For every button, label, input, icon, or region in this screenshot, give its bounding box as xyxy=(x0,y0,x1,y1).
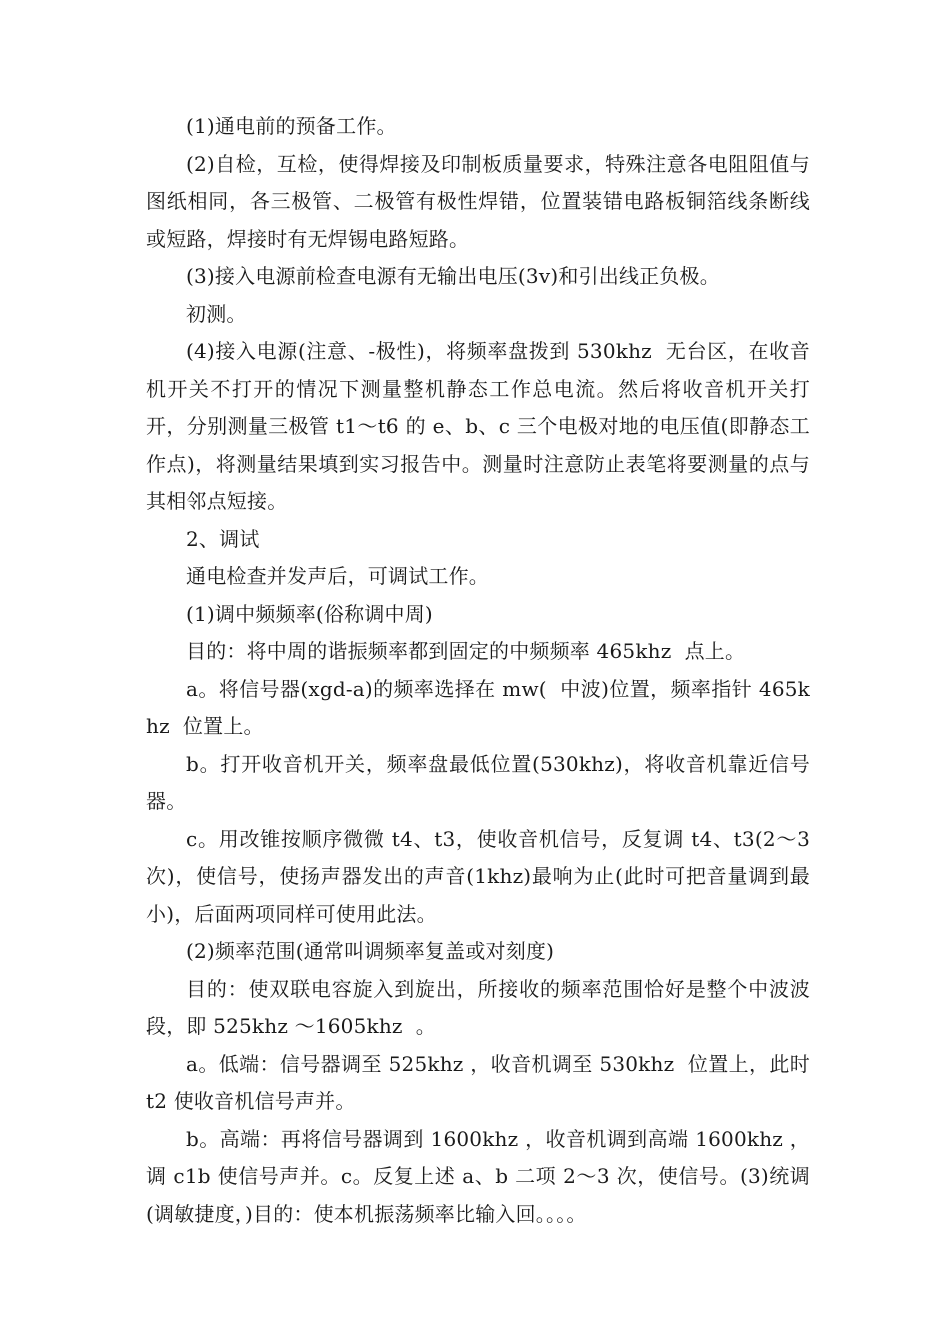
paragraph-pre-power-prep: (1)通电前的预备工作。 xyxy=(186,114,397,138)
paragraph-if-purpose: 目的：将中周的谐振频率都到固定的中频频率 465khz 点上。 xyxy=(186,639,746,663)
paragraph-debug-heading: 2、调试 xyxy=(186,526,260,551)
paragraph-high-end: b。高端：再将信号器调到 1600khz ，收音机调到高端 1600khz ，调 c1b 使信号声并。c。反复上述 a、b 二项 2～3 次，使信号。(3)统调(调敏捷度，)目的：使本机振荡频率比输入回。。。。 xyxy=(146,1126,810,1226)
paragraph-power-check: (3)接入电源前检查电源有无输出电压(3v)和引出线正负极。 xyxy=(186,264,720,288)
paragraph-freq-range-heading: (2)频率范围(通常叫调频率复盖或对刻度) xyxy=(186,939,555,963)
paragraph-static-current: (4)接入电源(注意、-极性)，将频率盘拨到 530khz 无台区，在收音机开关不打开的情况下测量整机静态工作总电流。然后将收音机开关打开，分别测量三极管 t1～t6 的 e、b、c 三个电极对地的电压值(即静态工作点)，将测量结果填到实习报告中。测量时注意防止表笔将要测量的点与其相邻点短接。 xyxy=(146,339,810,513)
paragraph-if-step-b: b。打开收音机开关，频率盘最低位置(530khz)，将收音机靠近信号器。 xyxy=(146,751,810,813)
paragraph-if-step-a: a。将信号器(xgd-a)的频率选择在 mw( 中波)位置，频率指针 465khz 位置上。 xyxy=(146,676,810,738)
paragraph-low-end: a。低端：信号器调至 525khz ，收音机调至 530khz 位置上，此时 t2 使收音机信号声并。 xyxy=(146,1051,817,1113)
paragraph-if-step-c: c。用改锥按顺序微微 t4、t3，使收音机信号，反复调 t4、t3(2～3 次)，使信号，使扬声器发出的声音(1khz)最响为止(此时可把音量调到最小)，后面两项同样可使用此法。 xyxy=(146,826,817,926)
document-body xyxy=(146,108,817,1233)
paragraph-debug-intro: 通电检查并发声后，可调试工作。 xyxy=(186,564,489,588)
paragraph-freq-range-purpose: 目的：使双联电容旋入到旋出，所接收的频率范围恰好是整个中波波段，即 525khz ～1605khz 。 xyxy=(146,976,810,1038)
paragraph-self-check: (2)自检，互检，使得焊接及印制板质量要求，特殊注意各电阻阻值与图纸相同，各三极管、二极管有极性焊错，位置装错电路板铜箔线条断线或短路，焊接时有无焊锡电路短路。 xyxy=(146,151,810,251)
paragraph-if-heading: (1)调中频频率(俗称调中周) xyxy=(186,601,433,626)
paragraph-initial-test-heading: 初测。 xyxy=(186,301,247,326)
